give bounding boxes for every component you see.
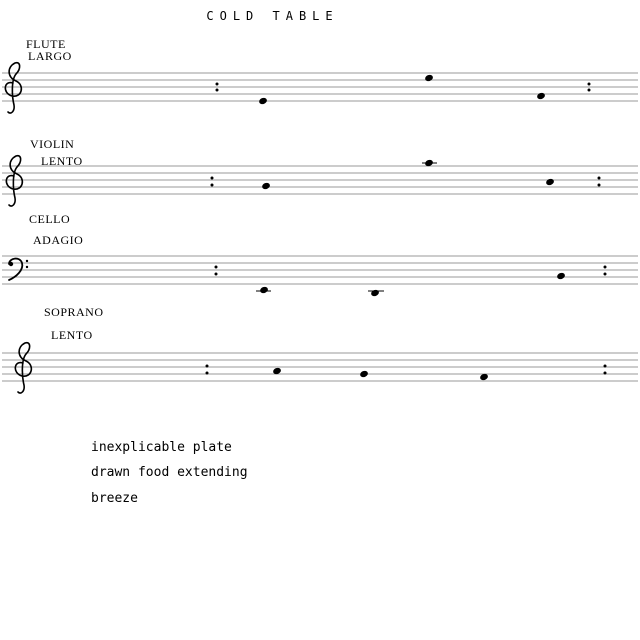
note-head bbox=[545, 178, 555, 186]
note-head bbox=[536, 92, 546, 100]
text-line-2: drawn food extending bbox=[91, 465, 248, 480]
text-line-3: breeze bbox=[91, 491, 138, 506]
staff-4-tempo: LENTO bbox=[51, 328, 93, 342]
treble-clef-icon bbox=[5, 63, 21, 113]
note-head bbox=[261, 182, 271, 190]
score-title: COLD TABLE bbox=[206, 9, 339, 23]
staff-1 bbox=[2, 63, 638, 113]
treble-clef-icon bbox=[6, 156, 22, 206]
staff-1-instrument: FLUTE bbox=[26, 37, 66, 51]
staff-2 bbox=[2, 156, 638, 206]
staff-3-instrument: CELLO bbox=[29, 212, 71, 226]
note-head bbox=[370, 289, 380, 297]
staff-4-instrument: SOPRANO bbox=[44, 305, 104, 319]
repeat-dots-icon bbox=[206, 365, 209, 375]
note-head bbox=[259, 286, 269, 294]
staff-2-instrument: VIOLIN bbox=[30, 137, 75, 151]
note-head bbox=[556, 272, 566, 280]
staff-3 bbox=[2, 256, 638, 297]
note-head bbox=[258, 97, 268, 105]
repeat-dots-icon bbox=[598, 177, 601, 187]
treble-clef-icon bbox=[15, 343, 31, 393]
staff-2-tempo: LENTO bbox=[41, 154, 83, 168]
staff-3-tempo: ADAGIO bbox=[33, 233, 84, 247]
repeat-dots-icon bbox=[211, 177, 214, 187]
staff-4 bbox=[2, 343, 638, 393]
note-head bbox=[424, 74, 434, 82]
note-head bbox=[359, 370, 369, 378]
text-line-1: inexplicable plate bbox=[91, 440, 232, 455]
repeat-dots-icon bbox=[604, 365, 607, 375]
staff-1-tempo: LARGO bbox=[28, 49, 72, 63]
